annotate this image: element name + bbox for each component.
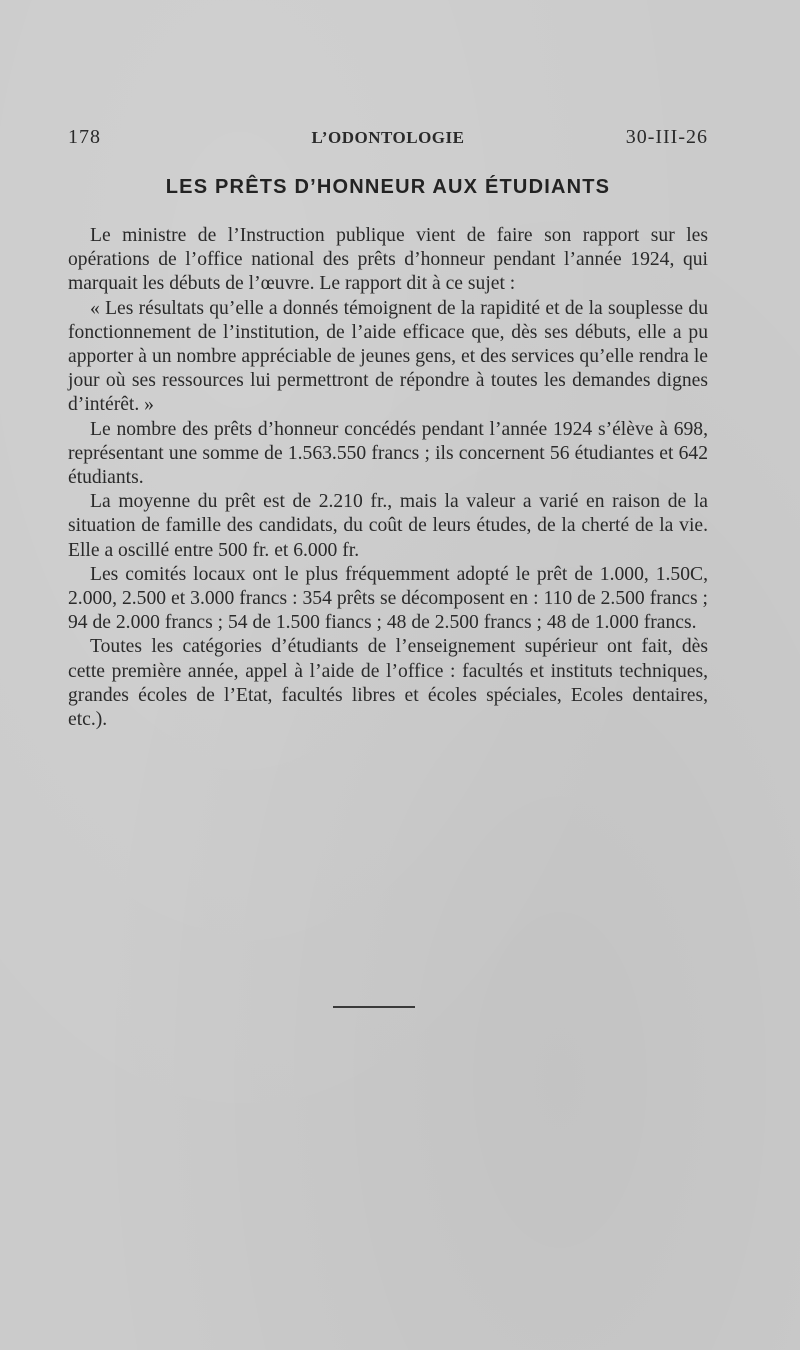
paragraph: Le nombre des prêts d’honneur concédés pendant l’année 1924 s’élève à 698, représentant une somme de 1.563.550 francs ; ils concernent 56 étudiantes et 642 étudiants. <box>68 418 708 489</box>
paragraph: Les comités locaux ont le plus fréquemment adopté le prêt de 1.000, 1.50C, 2.000, 2.500 et 3.000 francs : 354 prêts se décomposent en : 110 de 2.500 francs ; 94 de 2.000 francs ; 54 de 1.500 fiancs ; 48 de 2.500 francs ; 48 de 1.000 francs. <box>68 563 708 634</box>
paragraph: Le ministre de l’Instruction publique vient de faire son rapport sur les opérations de l’office national des prêts d’honneur pendant l’année 1924, qui marquait les débuts de l’œuvre. Le rapport dit à ce sujet : <box>68 225 708 295</box>
issue-date: 30-III-26 <box>625 126 708 148</box>
journal-title: L’ODONTOLOGIE <box>311 128 465 147</box>
end-rule <box>333 1006 415 1008</box>
paragraph: La moyenne du prêt est de 2.210 fr., mais la valeur a varié en raison de la situation de famille des candidats, du coût de leurs études, de la cherté de la vie. Elle a oscillé entre 500 fr. et 6.000 fr. <box>68 491 708 561</box>
article-body <box>68 224 708 732</box>
running-header <box>68 126 708 156</box>
paragraph: « Les résultats qu’elle a donnés témoignent de la rapidité et de la souplesse du fonctionnement de l’institution, de l’aide efficace que, dès ses débuts, elle a pu apporter à un nombre appréciable de jeunes gens, et des services qu’elle rendra le jour où ses ressources lui permettront de répondre à toutes les demandes dignes d’intérêt. » <box>68 297 708 416</box>
page-number: 178 <box>68 126 101 148</box>
paragraph: Toutes les catégories d’étudiants de l’enseignement supérieur ont fait, dès cette première année, appel à l’aide de l’office : facultés et instituts techniques, grandes écoles de l’Etat, facultés libres et écoles spéciales, Ecoles dentaires, etc.). <box>68 636 708 731</box>
article-title: LES PRÊTS D’HONNEUR AUX ÉTUDIANTS <box>165 176 611 198</box>
